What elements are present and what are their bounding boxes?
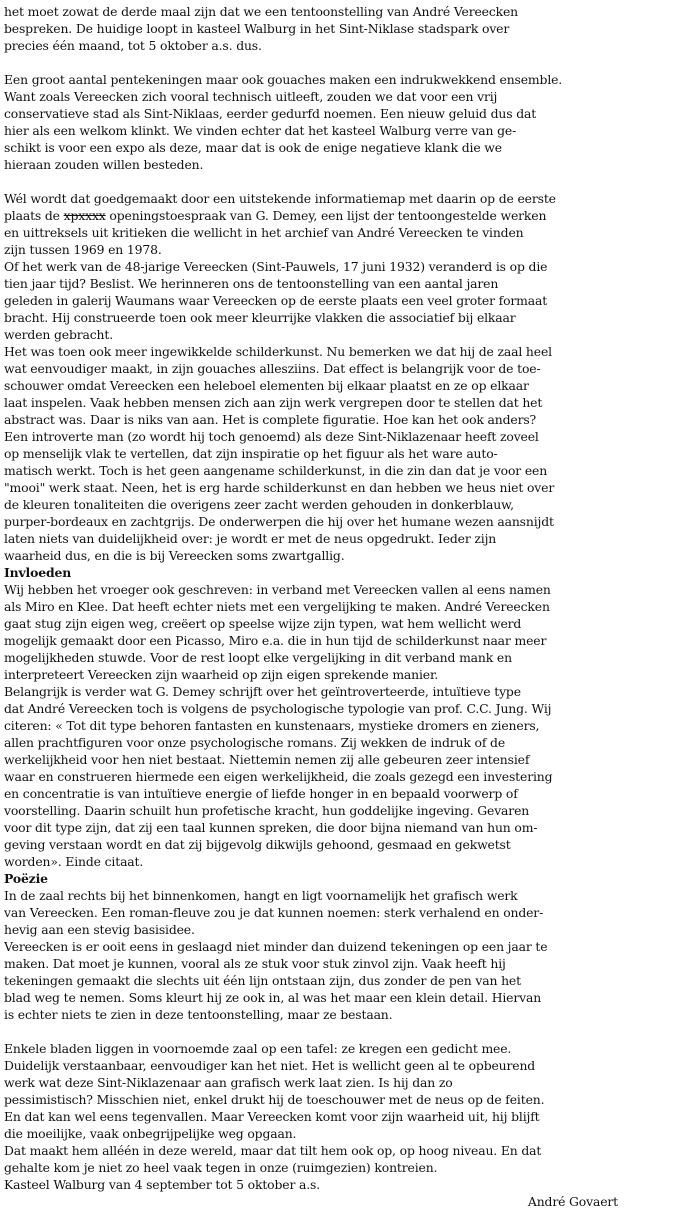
paragraph-intro <box>4 3 690 54</box>
text-line: het moet zowat de derde maal zijn dat we een tentoonstelling van André Vereecken <box>4 4 518 19</box>
text-line: dat André Vereecken toch is volgens de psychologische typologie van prof. C.C. Jung. Wij <box>4 701 552 716</box>
text-line: hier als een welkom klinkt. We vinden echter dat het kasteel Walburg verre van ge- <box>4 123 517 138</box>
text-line: van Vereecken. Een roman-fleuve zou je dat kunnen noemen: sterk verhalend en onder- <box>4 905 544 920</box>
text-line: Kasteel Walburg van 4 september tot 5 oktober a.s. <box>4 1177 321 1192</box>
text-line: Duidelijk verstaanbaar, eenvoudiger kan het niet. Het is wellicht geen al te opbeurend <box>4 1058 536 1073</box>
text-line: gaat stug zijn eigen weg, creëert op speelse wijze zijn typen, wat hem wellicht werd <box>4 616 522 631</box>
text-line: schouwer omdat Vereecken een heleboel elementen bij elkaar plaatst en ze op elkaar <box>4 378 529 393</box>
text-line: hevig aan een stevig basisidee. <box>4 922 195 937</box>
text-line: Wij hebben het vroeger ook geschreven: in verband met Vereecken vallen al eens namen <box>4 582 551 597</box>
text-line: geleden in galerij Waumans waar Vereecken op de eerste plaats een veel groter formaat <box>4 293 548 308</box>
paragraph-closing <box>4 1040 690 1193</box>
text-line: de kleuren tonaliteiten die overigens zeer zacht werden gehouden in donkerblauw, <box>4 497 514 512</box>
paragraph-gap <box>4 54 690 71</box>
text-line: Een groot aantal pentekeningen maar ook gouaches maken een indrukwekkend ensemble. <box>4 72 563 87</box>
text-line: "mooi" werk staat. Neen, het is erg harde schilderkunst en dan hebben we heus niet over <box>4 480 555 495</box>
article-document <box>4 3 690 1210</box>
text-line: laat inspelen. Vaak hebben mensen zich aan zijn werk vergrepen door te stellen dat het <box>4 395 543 410</box>
text-line: zijn tussen 1969 en 1978. <box>4 242 162 257</box>
text-line: bracht. Hij construeerde toen ook meer kleurrijke vlakken die associatief bij elkaar <box>4 310 516 325</box>
text-line: matisch werkt. Toch is het geen aangename schilderkunst, in die zin dan dat je voor een <box>4 463 548 478</box>
text-line: gehalte kom je niet zo heel vaak tegen in onze (ruimgezien) kontreien. <box>4 1160 438 1175</box>
text-line: waarheid dus, en die is bij Vereecken soms zwartgallig. <box>4 548 345 563</box>
text-line: blad weg te nemen. Soms kleurt hij ze ook in, al was het maar een klein detail. Hiervan <box>4 990 542 1005</box>
text-line: die moeilijke, vaak onbegrijpelijke weg opgaan. <box>4 1126 297 1141</box>
text-line: werden gebracht. <box>4 327 113 342</box>
section-heading-poezie: Poëzie <box>4 871 48 886</box>
text-line: mogelijkheden stuwde. Voor de rest loopt elke vergelijking in dit verband mank en <box>4 650 512 665</box>
text-line: Een introverte man (zo wordt hij toch genoemd) als deze Sint-Niklazenaar heeft zoveel <box>4 429 539 444</box>
paragraph-informatiemap <box>4 190 690 564</box>
text-line: abstract was. Daar is niks van aan. Het is complete figuratie. Hoe kan het ook anders? <box>4 412 537 427</box>
text-line: pessimistisch? Misschien niet, enkel drukt hij de toeschouwer met de neus op de feiten. <box>4 1092 545 1107</box>
text-line: voor dit type zijn, dat zij een taal kunnen spreken, die door bijna niemand van hun om- <box>4 820 538 835</box>
text-line: waar en construeren hiermede een eigen werkelijkheid, die zoals gezegd een investering <box>4 769 553 784</box>
section-heading-invloeden: Invloeden <box>4 565 72 580</box>
text-line: citeren: « Tot dit type behoren fantasten en kunstenaars, mystieke dromers en zieners, <box>4 718 540 733</box>
text-line: en concentratie is van intuïtieve energie of liefde honger in en bepaald voorwerp of <box>4 786 518 801</box>
paragraph-gap <box>4 173 690 190</box>
paragraph-poezie <box>4 887 690 1023</box>
text-line: conservatieve stad als Sint-Niklaas, eerder gedurfd noemen. Een nieuw geluid dus dat <box>4 106 537 121</box>
text-line: Vereecken is er ooit eens in geslaagd niet minder dan duizend tekeningen op een jaar te <box>4 939 548 954</box>
paragraph-ensemble <box>4 71 690 173</box>
text-line: worden». Einde citaat. <box>4 854 144 869</box>
text-line: werk wat deze Sint-Niklazenaar aan grafisch werk laat zien. Is hij dan zo <box>4 1075 453 1090</box>
text-fragment: openingstoespraak van G. Demey, een lijst der tentoongestelde werken <box>105 208 547 223</box>
text-line: Of het werk van de 48-jarige Vereecken (Sint-Pauwels, 17 juni 1932) veranderd is op die <box>4 259 548 274</box>
text-line: Het was toen ook meer ingewikkelde schilderkunst. Nu bemerken we dat hij de zaal heel <box>4 344 552 359</box>
text-line: tien jaar tijd? Beslist. We herinneren ons de tentoonstelling van een aantal jaren <box>4 276 499 291</box>
struck-out-text: xpxxxx <box>63 208 106 223</box>
text-line: allen prachtfiguren voor onze psychologische romans. Zij wekken de indruk of de <box>4 735 506 750</box>
text-line: In de zaal rechts bij het binnenkomen, hangt en ligt voornamelijk het grafisch werk <box>4 888 518 903</box>
text-line: precies één maand, tot 5 oktober a.s. dus. <box>4 38 262 53</box>
text-line: tekeningen gemaakt die slechts uit één lijn ontstaan zijn, dus zonder de pen van het <box>4 973 521 988</box>
text-line: Wél wordt dat goedgemaakt door een uitstekende informatiemap met daarin op de eerste <box>4 191 556 206</box>
text-line: wat eenvoudiger maakt, in zijn gouaches allesziins. Dat effect is belangrijk voor de toe- <box>4 361 541 376</box>
text-line: op menselijk vlak te vertellen, dat zijn inspiratie op het figuur als het ware auto- <box>4 446 498 461</box>
text-line: Dat maakt hem alléén in deze wereld, maar dat tilt hem ook op, op hoog niveau. En dat <box>4 1143 542 1158</box>
text-fragment: plaats de <box>4 208 64 223</box>
text-line: mogelijk gemaakt door een Picasso, Miro e.a. die in hun tijd de schilderkunst naar meer <box>4 633 547 648</box>
text-line: En dat kan wel eens tegenvallen. Maar Vereecken komt voor zijn waarheid uit, hij blijft <box>4 1109 540 1124</box>
text-line: geving verstaan wordt en dat zij bijgevolg dikwijls gehoond, gesmaad en gekwetst <box>4 837 511 852</box>
text-line: hieraan zouden willen besteden. <box>4 157 204 172</box>
author-signature: André Govaert <box>527 1194 618 1209</box>
text-line: maken. Dat moet je kunnen, vooral als ze stuk voor stuk zinvol zijn. Vaak heeft hij <box>4 956 506 971</box>
text-line: Enkele bladen liggen in voornoemde zaal op een tafel: ze kregen een gedicht mee. <box>4 1041 512 1056</box>
text-line: Belangrijk is verder wat G. Demey schrijft over het geïntroverteerde, intuïtieve type <box>4 684 521 699</box>
paragraph-gap <box>4 1023 690 1040</box>
text-line: laten niets van duidelijkheid over: je wordt er met de neus opgedrukt. Ieder zijn <box>4 531 497 546</box>
text-line: en uittreksels uit kritieken die wellicht in het archief van André Vereecken te vinden <box>4 225 524 240</box>
paragraph-invloeden <box>4 581 690 870</box>
text-line: is echter niets te zien in deze tentoonstelling, maar ze bestaan. <box>4 1007 393 1022</box>
text-line: als Miro en Klee. Dat heeft echter niets met een vergelijking te maken. André Vereecken <box>4 599 550 614</box>
text-line: purper-bordeaux en zachtgrijs. De onderwerpen die hij over het humane wezen aansnijdt <box>4 514 554 529</box>
text-line: Want zoals Vereecken zich vooral technisch uitleeft, zouden we dat voor een vrij <box>4 89 498 104</box>
text-line: schikt is voor een expo als deze, maar dat is ook de enige negatieve klank die we <box>4 140 502 155</box>
text-line: interpreteert Vereecken zijn waarheid op zijn eigen sprekende manier. <box>4 667 439 682</box>
text-line: bespreken. De huidige loopt in kasteel Walburg in het Sint-Niklase stadspark over <box>4 21 510 36</box>
text-line: werkelijkheid voor hen niet bestaat. Niettemin nemen zij alle gebeuren zeer intensief <box>4 752 530 767</box>
text-line-with-strikeout <box>4 207 690 224</box>
text-line: voorstelling. Daarin schuilt hun profetische kracht, hun goddelijke ingeving. Gevaren <box>4 803 530 818</box>
